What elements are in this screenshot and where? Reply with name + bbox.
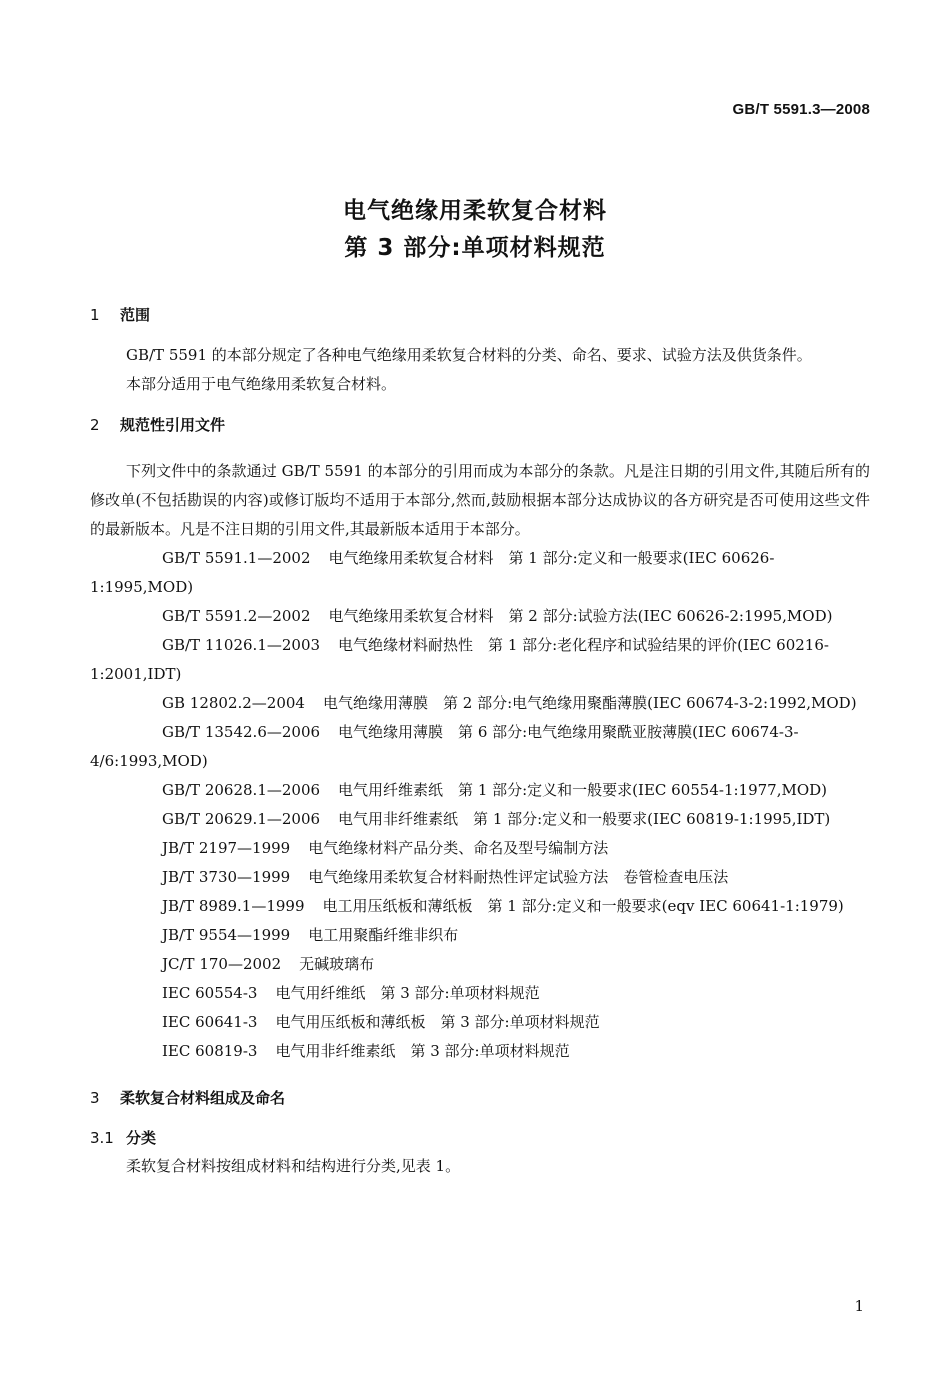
section-1-heading (90, 305, 870, 325)
section-number: 3 (90, 1089, 100, 1107)
reference-item (90, 805, 870, 834)
reference-title: 电气用非纤维素纸 第 3 部分:单项材料规范 (275, 1042, 570, 1060)
reference-code: GB/T 5591.1—2002 (162, 549, 311, 567)
reference-code: GB/T 13542.6—2006 (162, 723, 321, 741)
reference-title: 电气绝缘用薄膜 第 2 部分:电气绝缘用聚酯薄膜(IEC 60674-3-2:1992,MOD) (322, 694, 857, 712)
reference-code: GB/T 20629.1—2006 (162, 810, 321, 828)
reference-title: 电气绝缘用柔软复合材料 第 2 部分:试验方法(IEC 60626-2:1995,MOD) (328, 607, 833, 625)
reference-title: 电工用压纸板和薄纸板 第 1 部分:定义和一般要求(eqv IEC 60641-1:1979) (322, 897, 844, 915)
reference-code: IEC 60819-3 (162, 1042, 258, 1060)
reference-item (90, 602, 870, 631)
reference-code: GB 12802.2—2004 (162, 694, 305, 712)
reference-item (90, 544, 870, 602)
reference-title: 电气用纤维素纸 第 1 部分:定义和一般要求(IEC 60554-1:1977,MOD) (338, 781, 828, 799)
subsection-number: 3.1 (90, 1129, 114, 1147)
section-3-heading (90, 1088, 870, 1108)
section-title: 柔软复合材料组成及命名 (120, 1089, 286, 1107)
reference-item (90, 834, 870, 863)
paragraph: 本部分适用于电气绝缘用柔软复合材料。 (126, 375, 397, 393)
reference-title: 电气用非纤维素纸 第 1 部分:定义和一般要求(IEC 60819-1:1995,IDT) (338, 810, 831, 828)
reference-title: 电工用聚酯纤维非织布 (308, 926, 459, 944)
reference-code: JC/T 170—2002 (162, 955, 282, 973)
subsection-3-1-heading (90, 1128, 870, 1148)
reference-item (90, 689, 870, 718)
section-title: 范围 (120, 306, 151, 324)
subsection-title: 分类 (126, 1129, 157, 1147)
paragraph: 柔软复合材料按组成材料和结构进行分类,见表 1。 (126, 1157, 461, 1175)
reference-title: 电气绝缘用柔软复合材料 第 1 部分:定义和一般要求(IEC 60626-1:1995,MOD) (90, 549, 775, 596)
reference-item (90, 950, 870, 979)
reference-item (90, 892, 870, 921)
reference-item (90, 776, 870, 805)
reference-title: 电气绝缘用柔软复合材料耐热性评定试验方法 卷管检查电压法 (308, 868, 729, 886)
reference-item (90, 1008, 870, 1037)
reference-title: 电气绝缘材料耐热性 第 1 部分:老化程序和试验结果的评价(IEC 60216-1:2001,IDT) (90, 636, 829, 683)
standard-code: GB/T 5591.3—2008 (732, 101, 870, 118)
document-subtitle: 第 3 部分:单项材料规范 (344, 235, 606, 261)
reference-code: JB/T 3730—1999 (162, 868, 291, 886)
paragraph: GB/T 5591 的本部分规定了各种电气绝缘用柔软复合材料的分类、命名、要求、试验方法及供货条件。 (126, 346, 812, 364)
document-title: 电气绝缘用柔软复合材料 (343, 198, 607, 224)
reference-item (90, 863, 870, 892)
paragraph: 下列文件中的条款通过 GB/T 5591 的本部分的引用而成为本部分的条款。凡是注日期的引用文件,其随后所有的修改单(不包括勘误的内容)或修订版均不适用于本部分,然而,鼓励根据本部分达成协议的各方研究是否可使用这些文件的最新版本。凡是不注日期的引用文件,其最新版本适用于本部分。 (90, 462, 870, 538)
reference-title: 电气用纤维纸 第 3 部分:单项材料规范 (275, 984, 540, 1002)
section-number: 2 (90, 416, 100, 434)
reference-code: IEC 60641-3 (162, 1013, 258, 1031)
reference-code: IEC 60554-3 (162, 984, 258, 1002)
section-2-heading (90, 415, 870, 435)
reference-list (90, 544, 870, 1066)
reference-title: 电气绝缘用薄膜 第 6 部分:电气绝缘用聚酰亚胺薄膜(IEC 60674-3-4/6:1993,MOD) (90, 723, 799, 770)
section-number: 1 (90, 306, 100, 324)
reference-title: 电气用压纸板和薄纸板 第 3 部分:单项材料规范 (275, 1013, 600, 1031)
reference-code: JB/T 9554—1999 (162, 926, 291, 944)
reference-item (90, 921, 870, 950)
reference-item (90, 718, 870, 776)
page-number: 1 (854, 1297, 864, 1315)
section-title: 规范性引用文件 (120, 416, 226, 434)
reference-code: JB/T 8989.1—1999 (162, 897, 305, 915)
reference-code: GB/T 11026.1—2003 (162, 636, 321, 654)
reference-item (90, 631, 870, 689)
reference-title: 电气绝缘材料产品分类、命名及型号编制方法 (308, 839, 609, 857)
reference-item (90, 979, 870, 1008)
reference-code: GB/T 5591.2—2002 (162, 607, 311, 625)
reference-title: 无碱玻璃布 (299, 955, 375, 973)
reference-code: GB/T 20628.1—2006 (162, 781, 321, 799)
reference-code: JB/T 2197—1999 (162, 839, 291, 857)
reference-item (90, 1037, 870, 1066)
document-body (90, 305, 870, 1181)
